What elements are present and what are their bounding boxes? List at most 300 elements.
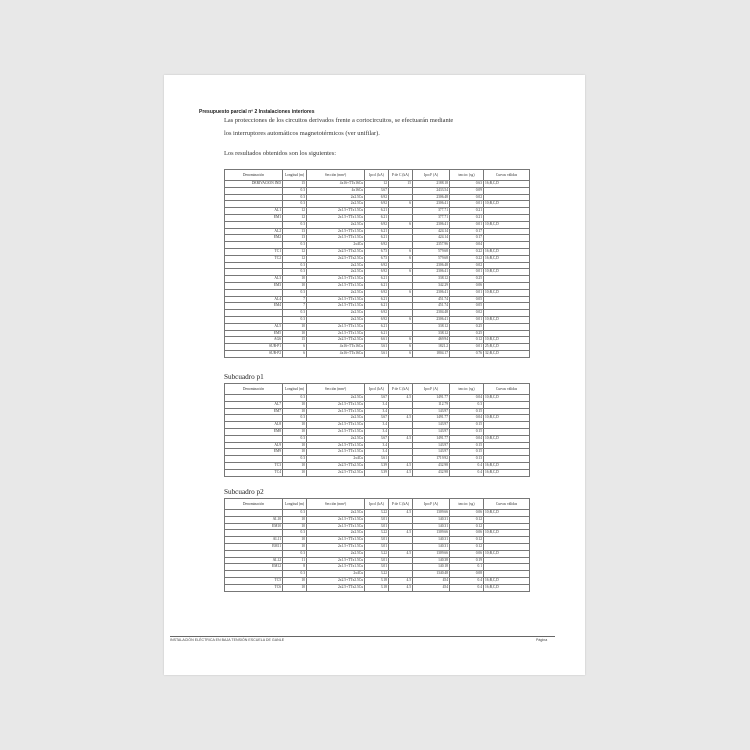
cell-ipccl: 6.21 [365,214,389,221]
cell-pdec [389,571,413,578]
cell-ipccl: 3.39 [365,462,389,469]
cell-longitud: 15 [283,181,307,188]
cell-pdec [389,408,413,415]
paragraph-line-1: Las protecciones de los circuitos derivados frente a cortocircuitos, se efectuarán mediante [224,117,454,124]
subcuadro-p2-table [224,498,530,592]
cell-tmcicc: 0.02 [450,262,484,269]
column-header-curvas: Curvas válidas [484,170,530,181]
cell-longitud: 12 [283,248,307,255]
column-header-ipccl: Ipccl (kA) [365,384,389,395]
cell-seccion: 2x1.5+TTx1.5Cu [307,442,365,449]
cell-curvas: 10;B,C,D [484,435,530,442]
cell-ipccl: 3.4 [365,449,389,456]
cell-curvas: 32;B,C,D [484,350,530,357]
cell-tmcicc: 0.05 [450,303,484,310]
table-row [225,428,530,435]
cell-pdec [389,537,413,544]
cell-longitud: 6 [283,344,307,351]
cell-curvas [484,516,530,523]
cell-pdec [389,194,413,201]
results-intro: Los resultados obtenidos son los siguientes: [224,150,337,157]
column-header-tmcicc: tmcicc (sg) [450,170,484,181]
cell-longitud: 0.3 [283,269,307,276]
cell-seccion: 2x2.5Cu [307,269,365,276]
cell-pdec: 6 [389,269,413,276]
cell-ipccf: 1491.77 [413,395,450,402]
cell-seccion: 2x2.5Cu [307,310,365,317]
cell-pdec: 4.5 [389,510,413,517]
column-header-seccion: Sección (mm²) [307,384,365,395]
cell-longitud: 0.3 [283,310,307,317]
cell-curvas [484,228,530,235]
column-header-longitud: Longitud (m) [283,170,307,181]
cell-seccion: 2x1.5+TTx1.5Cu [307,543,365,550]
cell-longitud: 10 [283,584,307,591]
column-header-seccion: Sección (mm²) [307,170,365,181]
cell-tmcicc: 0.01 [450,289,484,296]
cell-seccion: 2x1.5+TTx1.5Cu [307,214,365,221]
cell-denominacion: EM12 [225,564,283,571]
cell-denominacion: AL9 [225,442,283,449]
cell-curvas [484,428,530,435]
cell-curvas: 10;B,C,D [484,530,530,537]
cell-seccion: 2x2.5+TTx2.5Cu [307,584,365,591]
table-row [225,557,530,564]
cell-tmcicc: 0.4 [450,577,484,584]
cell-ipccf: 338.12 [413,330,450,337]
cell-longitud: 10 [283,523,307,530]
cell-ipccl: 6.73 [365,248,389,255]
cell-curvas [484,214,530,221]
cell-longitud: 12 [283,255,307,262]
cell-seccion: 2x1.5+TTx1.5Cu [307,422,365,429]
cell-longitud: 0.3 [283,550,307,557]
cell-tmcicc: 0.15 [450,422,484,429]
table-header-row [225,499,530,510]
cell-pdec [389,214,413,221]
cell-ipccf: 1719.92 [413,456,450,463]
cell-denominacion: EM9 [225,449,283,456]
cell-ipccf: 1309.66 [413,530,450,537]
cell-tmcicc: 0.04 [450,395,484,402]
cell-ipccf: 451.74 [413,303,450,310]
cell-ipccl: 3.61 [365,456,389,463]
cell-curvas [484,187,530,194]
cell-ipccf: 338.12 [413,276,450,283]
cell-pdec [389,262,413,269]
table-row [225,571,530,578]
cell-tmcicc: 0.4 [450,462,484,469]
cell-longitud: 15 [283,337,307,344]
cell-longitud: 10 [283,422,307,429]
cell-ipccl: 6.21 [365,296,389,303]
column-header-seccion: Sección (mm²) [307,499,365,510]
cell-pdec: 6 [389,344,413,351]
cell-denominacion: AL12 [225,557,283,564]
table-row [225,516,530,523]
cell-seccion: 2x2.5Cu [307,194,365,201]
cell-ipccl: 6.21 [365,303,389,310]
cell-seccion: 2x1.5+TTx1.5Cu [307,276,365,283]
subcuadro-p1-table [224,383,530,477]
cell-denominacion: AL10 [225,516,283,523]
table-row [225,395,530,402]
cell-curvas: 10;B,C,D [484,337,530,344]
cell-tmcicc: 0.01 [450,344,484,351]
table-row [225,523,530,530]
cell-longitud: 6 [283,350,307,357]
cell-ipccf: 2188.18 [413,181,450,188]
cell-ipccf: 2304.48 [413,310,450,317]
cell-longitud: 0.3 [283,510,307,517]
cell-ipccf: 143.97 [413,408,450,415]
footer-title: INSTALACIÓN ELÉCTRICA EN BAJA TENSIÓN ESCUELA DE GANLE [170,638,285,642]
cell-ipccl: 3.4 [365,422,389,429]
cell-ipccf: 140.18 [413,564,450,571]
cell-ipccl: 3.01 [365,543,389,550]
cell-ipccl: 12 [365,181,389,188]
cell-curvas: 16;B,C,D [484,255,530,262]
cell-pdec [389,449,413,456]
cell-seccion: 2x2.5Cu [307,530,365,537]
table-row [225,269,530,276]
table-row [225,242,530,249]
paragraph-line-2: los interruptores automáticos magnetotérmicos (ver unifilar). [224,130,380,137]
cell-ipccl: 6.21 [365,323,389,330]
table-row [225,187,530,194]
cell-longitud: 13 [283,235,307,242]
cell-tmcicc: 0.17 [450,228,484,235]
cell-ipccf: 377.71 [413,214,450,221]
table-row [225,316,530,323]
table-row [225,415,530,422]
cell-ipccl: 3.67 [365,187,389,194]
cell-longitud: 0.3 [283,201,307,208]
cell-tmcicc: 0.01 [450,221,484,228]
table-row [225,255,530,262]
cell-denominacion [225,242,283,249]
cell-ipccf: 579.68 [413,248,450,255]
cell-tmcicc: 0.1 [450,564,484,571]
cell-tmcicc: 0.19 [450,557,484,564]
cell-tmcicc: 0.06 [450,282,484,289]
cell-ipccf: 140.38 [413,557,450,564]
cell-ipccf: 451.74 [413,296,450,303]
cell-pdec [389,330,413,337]
table-row [225,303,530,310]
cell-pdec: 4.5 [389,550,413,557]
cell-ipccf: 1491.77 [413,435,450,442]
cell-seccion: 2x1.5+TTx1.5Cu [307,523,365,530]
cell-longitud: 0.3 [283,395,307,402]
cell-longitud: 10 [283,543,307,550]
cell-ipccf: 432.98 [413,462,450,469]
cell-curvas [484,564,530,571]
table-row [225,543,530,550]
cell-ipccf: 424.14 [413,235,450,242]
cell-pdec [389,187,413,194]
cell-tmcicc: 0.15 [450,442,484,449]
cell-longitud: 10 [283,469,307,476]
cell-denominacion [225,262,283,269]
cell-denominacion: EM2 [225,235,283,242]
cell-ipccl: 3.22 [365,530,389,537]
cell-seccion: 2x1.5+TTx1.5Cu [307,428,365,435]
cell-ipccl: 6.21 [365,228,389,235]
cell-ipccl: 6.92 [365,316,389,323]
cell-ipccl: 6.92 [365,289,389,296]
cell-pdec: 4.5 [389,462,413,469]
cell-seccion: 2x1.5+TTx1.5Cu [307,330,365,337]
table-row [225,422,530,429]
cell-ipccl: 6.92 [365,310,389,317]
cell-denominacion [225,530,283,537]
cell-seccion: 2x2.5Cu [307,262,365,269]
cell-pdec: 4.5 [389,469,413,476]
cell-tmcicc: 0.06 [450,550,484,557]
cell-longitud: 0.3 [283,242,307,249]
cell-ipccf: 2433.54 [413,187,450,194]
cell-longitud: 10 [283,449,307,456]
cell-ipccf: 1821.2 [413,344,450,351]
cell-ipccl: 3.01 [365,557,389,564]
cell-curvas [484,571,530,578]
column-header-curvas: Curvas válidas [484,499,530,510]
cell-ipccl: 3.01 [365,537,389,544]
cell-tmcicc: 0.22 [450,255,484,262]
cell-ipccl: 3.18 [365,577,389,584]
cell-denominacion [225,187,283,194]
subcuadro-p1-title: Subcuadro p1 [224,373,264,381]
cell-denominacion: AL11 [225,537,283,544]
cell-curvas [484,282,530,289]
cell-pdec [389,235,413,242]
cell-tmcicc: 0.12 [450,523,484,530]
cell-pdec: 4.5 [389,415,413,422]
cell-denominacion: EM8 [225,428,283,435]
cell-seccion: 4x16Cu [307,187,365,194]
cell-seccion: 2x2.5Cu [307,395,365,402]
table-row [225,310,530,317]
table-row [225,208,530,215]
column-header-pdec: P de C (kA) [389,384,413,395]
cell-seccion: 2x4Cu [307,456,365,463]
cell-longitud: 10 [283,323,307,330]
column-header-denominacion: Denominación [225,170,283,181]
cell-curvas [484,242,530,249]
column-header-ipccf: IpccF (A) [413,499,450,510]
table-row [225,462,530,469]
footer-divider [170,636,555,637]
cell-tmcicc: 0.08 [450,571,484,578]
cell-tmcicc: 0.15 [450,449,484,456]
cell-seccion: 2x1.5+TTx1.5Cu [307,228,365,235]
cell-tmcicc: 0.25 [450,330,484,337]
cell-denominacion [225,316,283,323]
cell-curvas: 10;B,C,D [484,510,530,517]
cell-seccion: 2x2.5+TTx2.5Cu [307,462,365,469]
cell-denominacion: AL8 [225,422,283,429]
table-row [225,323,530,330]
cell-ipccl: 3.4 [365,428,389,435]
cell-curvas [484,323,530,330]
cell-denominacion: TC5 [225,577,283,584]
cell-ipccl: 6.21 [365,282,389,289]
cell-tmcicc: 0.3 [450,401,484,408]
table-row [225,530,530,537]
cell-ipccf: 2306.41 [413,201,450,208]
cell-pdec [389,557,413,564]
cell-curvas [484,296,530,303]
cell-denominacion: TC3 [225,462,283,469]
cell-curvas [484,442,530,449]
cell-ipccf: 140.31 [413,516,450,523]
cell-denominacion: SUB-P1 [225,344,283,351]
cell-ipccf: 432.98 [413,469,450,476]
cell-pdec: 4.5 [389,435,413,442]
cell-denominacion: TC6 [225,584,283,591]
cell-curvas [484,557,530,564]
cell-tmcicc: 0.02 [450,310,484,317]
cell-seccion: 2x2.5Cu [307,550,365,557]
cell-pdec: 4.5 [389,395,413,402]
cell-seccion: 2x2.5Cu [307,201,365,208]
cell-curvas: 10;B,C,D [484,550,530,557]
cell-pdec: 4.5 [389,584,413,591]
cell-seccion: 2x2.5+TTx2.5Cu [307,337,365,344]
cell-ipccf: 1309.66 [413,510,450,517]
cell-longitud: 12 [283,208,307,215]
cell-longitud: 0.3 [283,316,307,323]
page-header: Presupuesto parcial nº 2 Instalaciones interiores [199,109,315,115]
cell-tmcicc: 0.04 [450,242,484,249]
cell-ipccl: 6.21 [365,276,389,283]
cell-ipccf: 454 [413,577,450,584]
cell-curvas [484,422,530,429]
cell-ipccf: 2306.41 [413,289,450,296]
cell-pdec: 15 [389,181,413,188]
table-header-row [225,170,530,181]
table-row [225,289,530,296]
cell-pdec [389,428,413,435]
results-table [224,169,530,358]
cell-seccion: 2x1.5+TTx1.5Cu [307,557,365,564]
cell-longitud: 10 [283,577,307,584]
column-header-denominacion: Denominación [225,499,283,510]
cell-longitud: 10 [283,282,307,289]
cell-longitud: 0.3 [283,530,307,537]
cell-tmcicc: 0.04 [450,415,484,422]
cell-denominacion [225,269,283,276]
cell-seccion: 2x1.5+TTx1.5Cu [307,208,365,215]
cell-tmcicc: 0.12 [450,337,484,344]
cell-pdec [389,208,413,215]
cell-ipccl: 3.18 [365,584,389,591]
cell-ipccf: 424.14 [413,228,450,235]
cell-ipccl: 3.01 [365,564,389,571]
cell-pdec [389,543,413,550]
cell-curvas [484,449,530,456]
cell-ipccl: 3.01 [365,516,389,523]
table-row [225,537,530,544]
cell-ipccf: 140.31 [413,543,450,550]
cell-denominacion: AL1 [225,208,283,215]
cell-denominacion: AL7 [225,401,283,408]
cell-longitud: 8 [283,564,307,571]
table-row [225,235,530,242]
table-row [225,181,530,188]
cell-ipccl: 6.21 [365,235,389,242]
cell-ipccl: 6.92 [365,242,389,249]
cell-denominacion [225,550,283,557]
cell-seccion: 2x2.5Cu [307,316,365,323]
cell-longitud: 10 [283,442,307,449]
cell-seccion: 4x16+TTx16Cu [307,350,365,357]
cell-denominacion: DERIVACIÓN IND [225,181,283,188]
cell-ipccf: 338.12 [413,323,450,330]
cell-longitud: 11 [283,557,307,564]
cell-seccion: 2x1.5+TTx1.5Cu [307,408,365,415]
cell-pdec: 6 [389,289,413,296]
cell-denominacion [225,571,283,578]
cell-denominacion: AG6 [225,337,283,344]
table-row [225,401,530,408]
cell-curvas [484,543,530,550]
table-row [225,337,530,344]
cell-longitud: 10 [283,408,307,415]
cell-tmcicc: 0.15 [450,408,484,415]
cell-seccion: 2x2.5Cu [307,415,365,422]
cell-curvas: 16;B,C,D [484,181,530,188]
cell-curvas: 10;B,C,D [484,201,530,208]
cell-denominacion: TC4 [225,469,283,476]
cell-tmcicc: 0.76 [450,350,484,357]
cell-seccion: 2x1.5+TTx1.5Cu [307,537,365,544]
cell-ipccl: 6.21 [365,330,389,337]
table-row [225,194,530,201]
cell-denominacion [225,201,283,208]
table-row [225,262,530,269]
cell-seccion: 2x1.5+TTx1.5Cu [307,564,365,571]
cell-denominacion [225,435,283,442]
column-header-pdec: P de C (kA) [389,170,413,181]
cell-longitud: 13 [283,228,307,235]
column-header-curvas: Curvas válidas [484,384,530,395]
cell-seccion: 2x1.5+TTx1.5Cu [307,235,365,242]
column-header-tmcicc: tmcicc (sg) [450,384,484,395]
table-row [225,276,530,283]
cell-denominacion: AL5 [225,323,283,330]
cell-tmcicc: 0.4 [450,584,484,591]
cell-denominacion: EM5 [225,330,283,337]
cell-pdec [389,564,413,571]
cell-seccion: 2x1.5+TTx1.5Cu [307,516,365,523]
cell-ipccf: 143.97 [413,428,450,435]
table-row [225,442,530,449]
column-header-longitud: Longitud (m) [283,499,307,510]
cell-tmcicc: 0.63 [450,181,484,188]
column-header-longitud: Longitud (m) [283,384,307,395]
cell-longitud: 10 [283,462,307,469]
cell-pdec: 6 [389,316,413,323]
footer-page-label: Página [536,638,548,642]
cell-ipccl: 3.22 [365,550,389,557]
cell-denominacion: AL3 [225,276,283,283]
cell-longitud: 0.3 [283,415,307,422]
table-row [225,449,530,456]
cell-tmcicc: 0.25 [450,323,484,330]
cell-ipccf: 342.29 [413,282,450,289]
